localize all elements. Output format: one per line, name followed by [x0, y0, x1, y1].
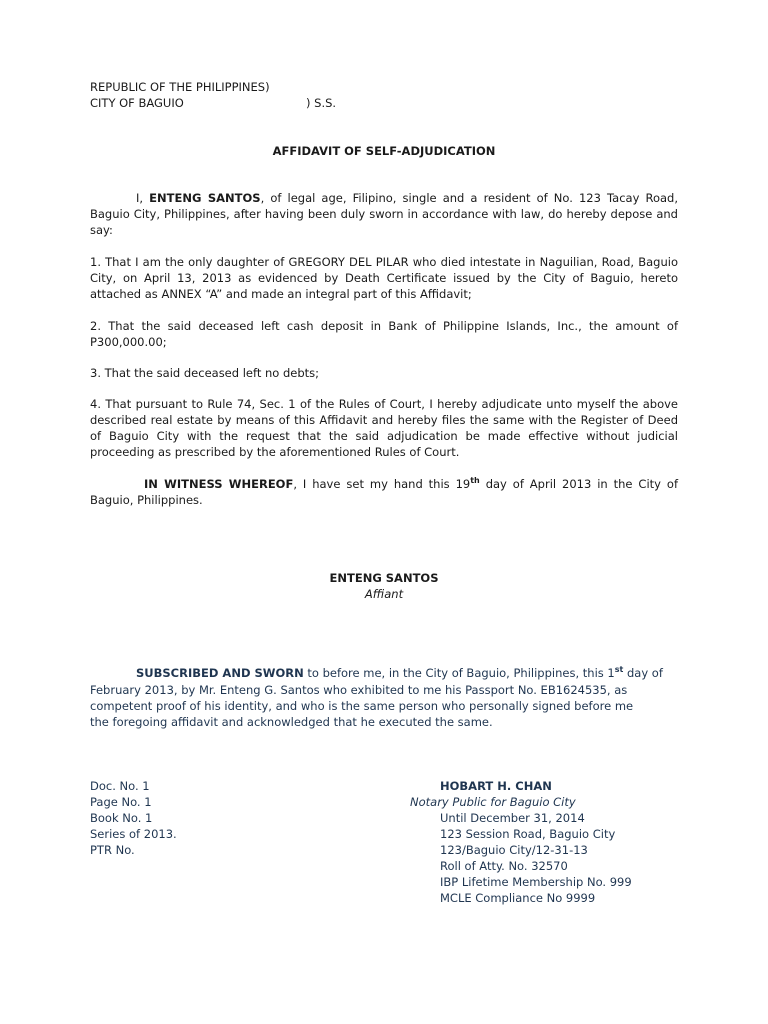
jurat-text-2: day of [623, 666, 663, 680]
venue-city: CITY OF BAGUIO [90, 96, 184, 110]
witness-bold: IN WITNESS WHEREOF [144, 477, 294, 491]
document-title: AFFIDAVIT OF SELF-ADJUDICATION [272, 144, 496, 158]
jurat-text-1: to before me, in the City of Baguio, Philippines, this 1 [303, 666, 615, 680]
witness-text-2: day of April 2013 in the City of Baguio, Philippines. [90, 477, 678, 507]
paragraph-2: 2. That the said deceased left cash deposit in Bank of Philippine Islands, Inc., the amount of P300,000.00; [90, 319, 678, 349]
notary-mcle: MCLE Compliance No 9999 [440, 891, 596, 905]
jurat-line-1 [136, 666, 663, 680]
intro-rest: , of legal age, Filipino, single and a resident of No. 123 Tacay Road, Baguio City, Philippines, after having been duly sworn in accordance with law, do hereby depose and say: [90, 191, 678, 237]
docket-doc-no: Doc. No. 1 [90, 779, 150, 793]
docket-series: Series of 2013. [90, 827, 177, 841]
venue-republic: REPUBLIC OF THE PHILIPPINES) [90, 80, 270, 94]
affiant-role: Affiant [364, 587, 404, 601]
notary-ptr: 123/Baguio City/12-31-13 [440, 843, 588, 857]
affiant-name: ENTENG SANTOS [329, 571, 439, 585]
notary-title: Notary Public for Baguio City [410, 795, 576, 809]
jurat-sup: st [614, 665, 624, 675]
witness-sup: th [470, 476, 480, 486]
notary-ibp: IBP Lifetime Membership No. 999 [440, 875, 632, 889]
intro-paragraph [90, 190, 678, 238]
jurat-line-4: the foregoing affidavit and acknowledged that he executed the same. [90, 715, 493, 729]
jurat-line-3: competent proof of his identity, and who is the same person who personally signed before me [90, 699, 634, 713]
witness-paragraph [90, 476, 678, 508]
jurat-bold: SUBSCRIBED AND SWORN [136, 666, 304, 680]
paragraph-3: 3. That the said deceased left no debts; [90, 366, 320, 380]
notary-name: HOBART H. CHAN [440, 779, 552, 793]
venue-ss: ) S.S. [306, 96, 337, 110]
jurat-line-2: February 2013, by Mr. Enteng G. Santos who exhibited to me his Passport No. EB1624535, as [90, 683, 628, 697]
notary-roll: Roll of Atty. No. 32570 [440, 859, 568, 873]
docket-book-no: Book No. 1 [90, 811, 153, 825]
paragraph-4: 4. That pursuant to Rule 74, Sec. 1 of the Rules of Court, I hereby adjudicate unto myself the above described real estate by means of this Affidavit and hereby files the same with the Register of Deed of Baguio City with the request that the said adjudication be made effective without judicial proceeding as prescribed by the aforementioned Rules of Court. [90, 397, 678, 459]
intro-lead: I, [136, 191, 150, 205]
paragraph-1: 1. That I am the only daughter of GREGORY DEL PILAR who died intestate in Naguilian, Road, Baguio City, on April 13, 2013 as evidenced by Death Certificate issued by the City of Baguio, hereto attached as ANNEX “A” and made an integral part of this Affidavit; [90, 255, 678, 301]
docket-page-no: Page No. 1 [90, 795, 152, 809]
notary-address: 123 Session Road, Baguio City [440, 827, 616, 841]
docket-ptr-no: PTR No. [90, 843, 135, 857]
witness-text-1: , I have set my hand this 19 [293, 477, 471, 491]
notary-commission: Until December 31, 2014 [440, 811, 585, 825]
affiant-name-inline: ENTENG SANTOS [149, 191, 261, 205]
